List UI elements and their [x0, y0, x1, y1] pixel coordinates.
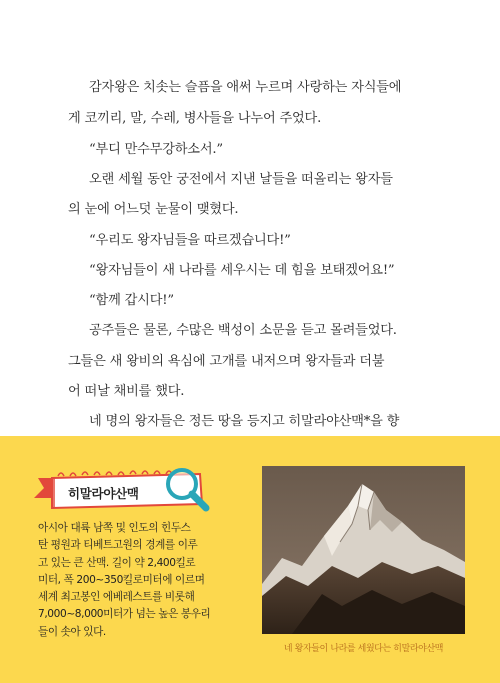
story-line: “함께 갑시다!” [89, 293, 174, 308]
story-line: 감자왕은 치솟는 슬픔을 애써 누르며 사랑하는 자식들에 [89, 80, 402, 95]
story-line: 공주들은 물론, 수많은 백성이 소문을 듣고 몰려들었다. [89, 323, 397, 338]
glossary-definition [38, 520, 253, 641]
story-line: “우리도 왕자님들을 따르겠습니다!” [89, 233, 291, 248]
story-line: 네 명의 왕자들은 정든 땅을 등지고 히말라야산맥*을 향 [89, 414, 400, 429]
story-line: “부디 만수무강하소서.” [89, 142, 223, 157]
story-line: 그들은 새 왕비의 욕심에 고개를 내저으며 왕자들과 더불 [68, 354, 385, 369]
story-line: 오랜 세월 동안 궁전에서 지낸 날들을 떠올리는 왕자들 [89, 172, 393, 187]
story-line: 게 코끼리, 말, 수레, 병사들을 나누어 주었다. [68, 111, 322, 126]
glossary-line: 고 있는 큰 산맥. 길이 약 2,400킬로 [38, 556, 196, 569]
glossary-line: 탄 평원과 티베트고원의 경계를 이루 [38, 539, 198, 552]
mountain-illustration [262, 466, 465, 634]
glossary-line: 7,000~8,000미터가 넘는 높은 봉우리 [38, 608, 211, 621]
story-line: “왕자님들이 새 나라를 세우시는 데 힘을 보태겠어요!” [89, 263, 395, 278]
story-line: 의 눈에 어느덧 눈물이 맺혔다. [68, 202, 239, 217]
glossary-term: 히말라야산맥 [68, 486, 139, 501]
photo-caption: 네 왕자들이 나라를 세웠다는 히말라야산맥 [283, 644, 444, 654]
glossary-line: 들이 솟아 있다. [38, 625, 106, 638]
story-line: 어 떠날 채비를 했다. [68, 384, 185, 399]
glossary-line: 미터, 폭 200~350킬로미터에 이르며 [38, 573, 205, 586]
himalaya-photo [262, 466, 465, 634]
glossary-tag [30, 464, 215, 516]
glossary-line: 세계 최고봉인 에베레스트를 비롯해 [38, 591, 195, 604]
glossary-line: 아시아 대륙 남쪽 및 인도의 힌두스 [38, 522, 191, 534]
